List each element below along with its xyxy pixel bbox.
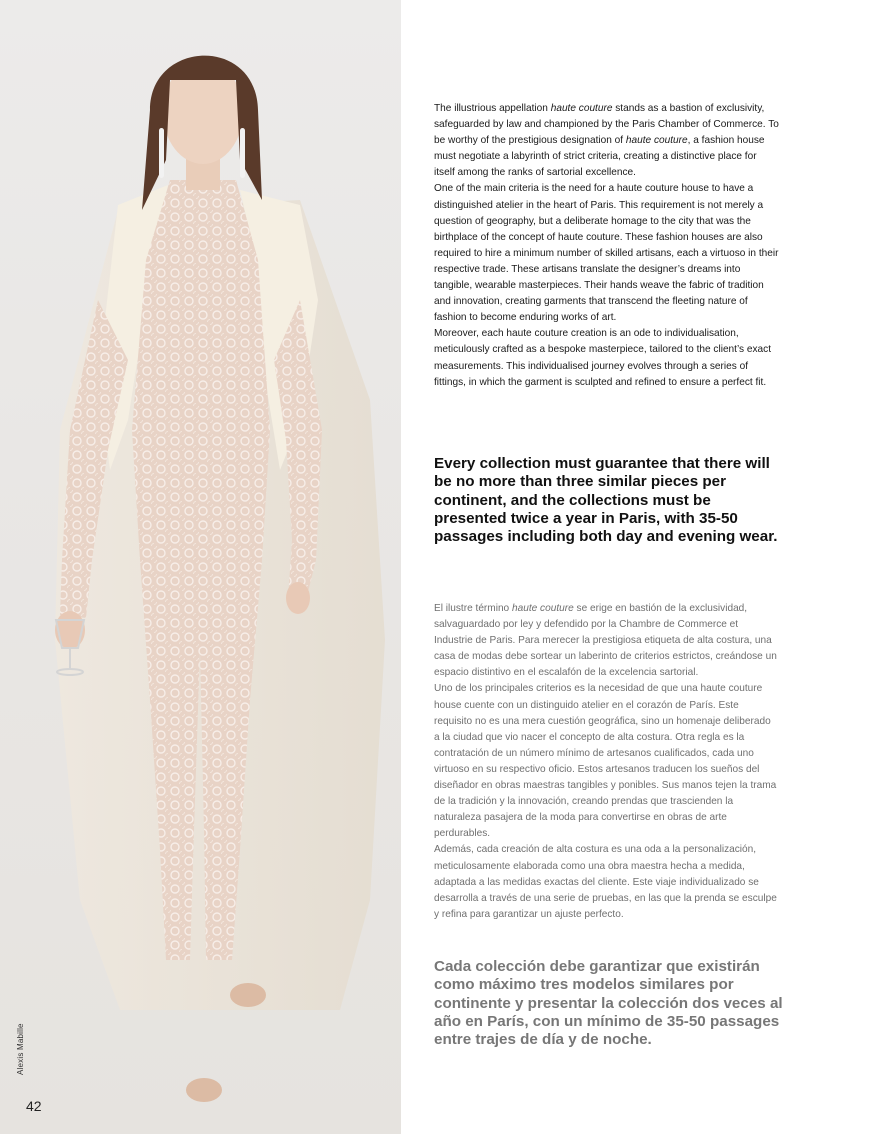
english-body [434,101,779,391]
runway-photo [0,0,401,1134]
english-pull-quote: Every collection must guarantee that there will be no more than three similar pieces per continent, and the collections must be presented twice a year in Paris, with 35-50 passages including both day and evening wear. [434,455,778,546]
spanish-paragraph-1: El ilustre término haute couture se erige en bastión de la exclusividad, salvaguardado por ley y defendido por la Chambre de Commerce et Industrie de Paris. Para merecer la prestigiosa etiqueta de alta costura, una casa de modas debe sortear un laberinto de criterios estrictos, creándose un espacio distintivo en el escalafón de la excelencia sartorial. [434,603,777,679]
page-number: 42 [26,1098,42,1114]
english-paragraph-3: Moreover, each haute couture creation is an ode to individualisation, meticulously crafted as a bespoke masterpiece, tailored to the client’s exact measurements. This individualised journey evolves through a series of fittings, in which the garment is sculpted and refined to ensure a perfect fit. [434,328,772,388]
photo-credit: Alexis Mabille [16,1023,25,1075]
runway-photo-illustration [0,0,401,1134]
spanish-paragraph-3: Además, cada creación de alta costura es una oda a la personalización, meticulosamente elaborada como una obra maestra hecha a medida, adaptada a las medidas exactas del cliente. Este viaje individualizado se desarrolla a través de una serie de pruebas, en las que la prenda se esculpe y refina para garantizar un ajuste perfecto. [434,844,777,920]
spanish-paragraph-2: Uno de los principales criterios es la necesidad de que una haute couture house cuente con un distinguido atelier en el corazón de París. Este requisito no es una mera cuestión geográfica, sino un homenaje deliberado a la ciudad que vio nacer el concepto de alta costura. Otra regla es la contratación de un número mínimo de artesanos cualificados, cada uno virtuoso en su respectivo oficio. Estos artesanos traducen los sueños del diseñador en obras maestras tangibles y ponibles. Sus manos tejen la trama de la tradición y la innovación, creando prendas que trascienden la naturaleza pasajera de la moda para convertirse en obras de arte perdurables. [434,683,777,840]
english-paragraph-1: The illustrious appellation haute couture stands as a bastion of exclusivity, safeguarded by law and championed by the Paris Chamber of Commerce. To be worthy of the prestigious designation of haute couture, a fashion house must negotiate a labyrinth of strict criteria, creating a distinctive place for itself among the ranks of sartorial excellence. [434,103,779,179]
spanish-pull-quote: Cada colección debe garantizar que existirán como máximo tres modelos similares por continente y presentar la colección dos veces al año en París, con un mínimo de 35-50 passages entre trajes de día y de noche. [434,958,783,1049]
english-paragraph-2: One of the main criteria is the need for a haute couture house to have a distinguished atelier in the heart of Paris. This requirement is not merely a question of geography, but a deliberate homage to the city that was the birthplace of the concept of haute couture. These fashion houses are also required to hire a minimum number of skilled artisans, each a virtuoso in their respective trade. These artisans translate the designer’s dreams into tangible, wearable masterpieces. Their hands weave the fabric of tradition and innovation, creating garments that transcend the fleeting nature of fashion to become enduring works of art. [434,183,779,324]
spanish-body [434,601,779,923]
